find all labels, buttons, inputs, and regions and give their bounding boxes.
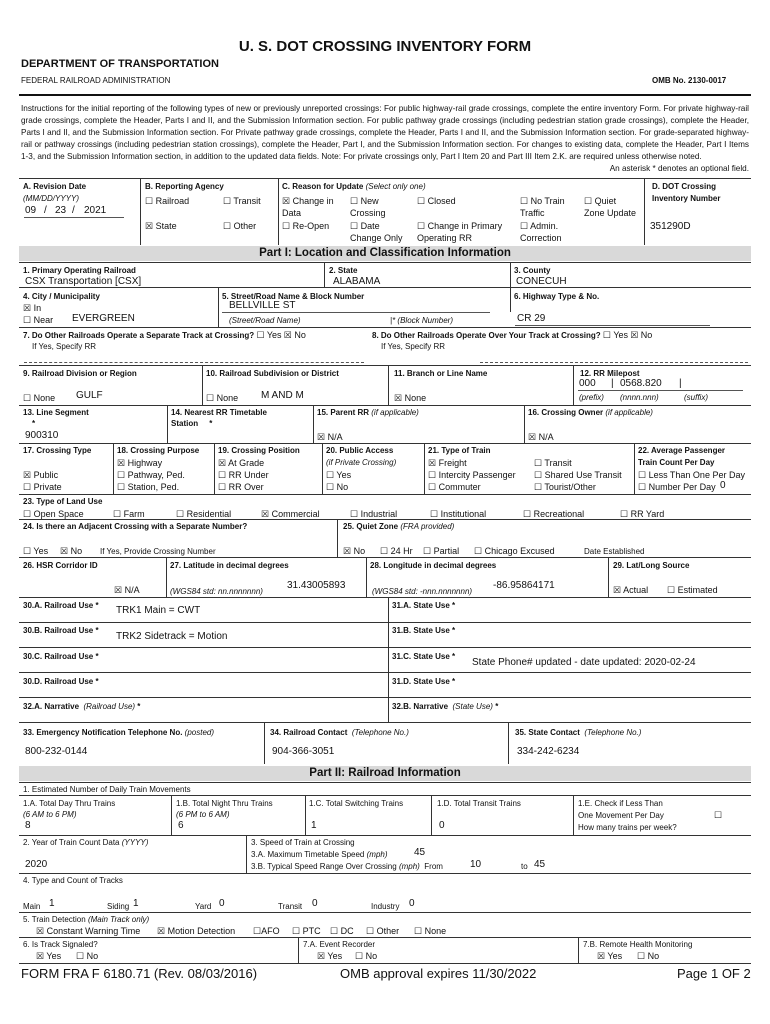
p2-q3a-label: 3.A. Maximum Timetable Speed (mph) xyxy=(251,850,388,859)
dot-crossing-label-2: Inventory Number xyxy=(652,194,721,203)
division-value[interactable]: GULF xyxy=(76,390,103,401)
train-freight-checkbox[interactable]: ☒ Freight xyxy=(428,458,467,468)
latlong-estimated-checkbox[interactable]: ☐ Estimated xyxy=(667,585,718,595)
train-tourist-checkbox[interactable]: ☐ Tourist/Other xyxy=(534,482,596,492)
reason-reopen-checkbox[interactable]: ☐ Re-Open xyxy=(282,221,330,231)
q8-specify: If Yes, Specify RR xyxy=(381,342,446,351)
city-in-checkbox[interactable]: ☒ In xyxy=(23,303,42,313)
milepost-suffix-caption: (suffix) xyxy=(684,393,708,402)
adjacent-yes-checkbox[interactable]: ☐ Yes xyxy=(23,546,49,556)
q6-label: 6. Highway Type & No. xyxy=(514,292,600,301)
branch-none-checkbox[interactable]: ☒ None xyxy=(394,393,427,403)
city-value[interactable]: EVERGREEN xyxy=(72,313,135,324)
agency-transit-checkbox[interactable]: ☐ Transit xyxy=(223,196,261,206)
railroad-use-b-value[interactable]: TRK2 Sidetrack = Motion xyxy=(116,631,228,642)
dot-crossing-label: D. DOT Crossing xyxy=(652,182,717,191)
night-trains-value[interactable]: 6 xyxy=(178,820,184,831)
p2-q1e-label-2: One Movement Per Day xyxy=(578,811,664,820)
q31c-label: 31.C. State Use * xyxy=(392,652,456,661)
latitude-format: (WGS84 std: nn.nnnnnnn) xyxy=(170,587,263,596)
q33-label: 33. Emergency Notification Telephone No. (posted) xyxy=(23,728,215,737)
quiet-24hr-checkbox[interactable]: ☐ 24 Hr xyxy=(380,546,413,556)
q31b-label: 31.B. State Use * xyxy=(392,626,456,635)
q30a-label: 30.A. Railroad Use * xyxy=(23,601,99,610)
primary-railroad-value[interactable]: CSX Transportation [CSX] xyxy=(25,276,142,287)
subdivision-value[interactable]: M AND M xyxy=(261,390,304,401)
line-segment-value[interactable]: 900310 xyxy=(25,430,59,441)
q8-yes-checkbox[interactable]: ☐ Yes xyxy=(602,330,628,340)
reason-notrain-checkbox[interactable]: ☐ No Train xyxy=(520,196,565,206)
q1-label: 1. Primary Operating Railroad xyxy=(23,266,136,275)
crossing-owner-na-checkbox[interactable]: ☒ N/A xyxy=(528,432,554,442)
speed-to-value[interactable]: 45 xyxy=(534,859,546,870)
land-farm-checkbox[interactable]: ☐ Farm xyxy=(113,509,145,519)
land-institutional-checkbox[interactable]: ☐ Institutional xyxy=(430,509,487,519)
hsr-na-checkbox[interactable]: ☒ N/A xyxy=(114,585,140,595)
purpose-station-checkbox[interactable]: ☐ Station, Ped. xyxy=(117,482,180,492)
q4-label: 4. City / Municipality xyxy=(23,292,100,301)
part2-header: Part II: Railroad Information xyxy=(19,766,751,781)
reason-date-checkbox[interactable]: ☐ Date xyxy=(350,221,380,231)
day-trains-value[interactable]: 8 xyxy=(25,820,31,831)
detection-motion-checkbox[interactable]: ☒ Motion Detection xyxy=(157,926,236,936)
land-recreational-checkbox[interactable]: ☐ Recreational xyxy=(523,509,585,519)
q17-label: 17. Crossing Type xyxy=(23,446,92,455)
q27-label: 27. Latitude in decimal degrees xyxy=(170,561,289,570)
parent-rr-na-checkbox[interactable]: ☒ N/A xyxy=(317,432,343,442)
trains-per-week-label: How many trains per week? xyxy=(578,823,677,832)
county-value[interactable]: CONECUH xyxy=(516,276,567,287)
p2-q7b-label: 7.B. Remote Health Monitoring xyxy=(583,940,693,949)
access-yes-checkbox[interactable]: ☐ Yes xyxy=(326,470,352,480)
train-transit-checkbox[interactable]: ☐ Transit xyxy=(534,458,572,468)
q30d-label: 30.D. Railroad Use * xyxy=(23,677,99,686)
q12-label: 12. RR Milepost xyxy=(580,369,640,378)
siding-tracks-label: Siding xyxy=(107,902,130,911)
p2-q3b-label: 3.B. Typical Speed Range Over Crossing (mph) From xyxy=(251,862,443,871)
agency-railroad-checkbox[interactable]: ☐ Railroad xyxy=(145,196,190,206)
q22-label: 22. Average Passenger xyxy=(638,446,726,455)
q8-no-checkbox[interactable]: ☒ No xyxy=(630,330,653,340)
q10-label: 10. Railroad Subdivision or District xyxy=(206,369,339,378)
p2-q3-label: 3. Speed of Train at Crossing xyxy=(251,838,355,847)
longitude-format: (WGS84 std: -nnn.nnnnnnn) xyxy=(372,587,473,596)
speed-to-label: to xyxy=(521,862,528,871)
street-name-caption: (Street/Road Name) xyxy=(229,316,301,325)
transit-tracks-label: Transit xyxy=(278,902,303,911)
detection-dc-checkbox[interactable]: ☐ DC xyxy=(330,926,354,936)
q9-label: 9. Railroad Division or Region xyxy=(23,369,137,378)
agency-other-checkbox[interactable]: ☐ Other xyxy=(223,221,257,231)
reason-date-label: Change Only xyxy=(350,233,403,243)
milepost-number[interactable]: 0568.820 xyxy=(620,378,662,389)
division-none-checkbox[interactable]: ☐ None xyxy=(23,393,56,403)
railroad-contact-value[interactable]: 904-366-3051 xyxy=(272,746,335,757)
land-industrial-checkbox[interactable]: ☐ Industrial xyxy=(350,509,398,519)
q29-label: 29. Lat/Long Source xyxy=(613,561,690,570)
industry-tracks-label: Industry xyxy=(371,902,400,911)
q32b-label: 32.B. Narrative (State Use) * xyxy=(392,702,499,711)
q7-label: 7. Do Other Railroads Operate a Separate Track at Crossing? ☐ Yes ☒ No xyxy=(23,330,306,340)
access-no-checkbox[interactable]: ☐ No xyxy=(326,482,349,492)
agency-state-checkbox[interactable]: ☒ State xyxy=(145,221,177,231)
omb-expiry: OMB approval expires 11/30/2022 xyxy=(340,966,537,981)
purpose-pathway-checkbox[interactable]: ☐ Pathway, Ped. xyxy=(117,470,185,480)
milepost-number-caption: (nnnn.nnn) xyxy=(620,393,659,402)
form-title: U. S. DOT CROSSING INVENTORY FORM xyxy=(238,38,532,55)
agency-name: FEDERAL RAILROAD ADMINISTRATION xyxy=(21,76,171,85)
omb-number: OMB No. 2130-0017 xyxy=(652,76,727,85)
q8-label: 8. Do Other Railroads Operate Over Your Track at Crossing? ☐ Yes ☒ No xyxy=(372,330,653,340)
train-commuter-checkbox[interactable]: ☐ Commuter xyxy=(428,482,481,492)
p2-q1a-note: (6 AM to 6 PM) xyxy=(23,810,77,819)
q19-label: 19. Crossing Position xyxy=(218,446,300,455)
p2-q1d-label: 1.D. Total Transit Trains xyxy=(437,799,521,808)
signaled-no-checkbox[interactable]: ☐ No xyxy=(76,951,99,961)
p2-q7a-label: 7.A. Event Recorder xyxy=(303,940,376,949)
q34-label: 34. Railroad Contact (Telephone No.) xyxy=(270,728,409,737)
subdivision-none-checkbox[interactable]: ☐ None xyxy=(206,393,239,403)
latitude-value[interactable]: 31.43005893 xyxy=(287,580,346,591)
state-value[interactable]: ALABAMA xyxy=(333,276,381,287)
quiet-chicago-checkbox[interactable]: ☐ Chicago Excused xyxy=(474,546,555,556)
adjacent-no-checkbox[interactable]: ☒ No xyxy=(60,546,83,556)
q31d-label: 31.D. State Use * xyxy=(392,677,456,686)
q18-label: 18. Crossing Purpose xyxy=(117,446,200,455)
p2-q5-label: 5. Train Detection (Main Track only) xyxy=(23,915,150,924)
reason-new-checkbox[interactable]: ☐ New xyxy=(350,196,379,206)
p2-q1-label: 1. Estimated Number of Daily Train Movements xyxy=(23,785,191,794)
state-contact-value[interactable]: 334-242-6234 xyxy=(517,746,580,757)
reason-admin-checkbox[interactable]: ☐ Admin. xyxy=(520,221,559,231)
reason-change-checkbox[interactable]: ☒ Change in xyxy=(282,196,334,206)
q24-label: 24. Is there an Adjacent Crossing with a Separate Number? xyxy=(23,522,248,531)
q28-label: 28. Longitude in decimal degrees xyxy=(370,561,497,570)
q30c-label: 30.C. Railroad Use * xyxy=(23,652,99,661)
q35-label: 35. State Contact (Telephone No.) xyxy=(515,728,642,737)
reason-primary-label: Operating RR xyxy=(417,233,473,243)
detection-afo-checkbox[interactable]: ☐AFO xyxy=(253,926,280,936)
position-under-checkbox[interactable]: ☐ RR Under xyxy=(218,470,269,480)
revision-date-label: A. Revision Date xyxy=(23,182,87,191)
block-number-caption: |* (Block Number) xyxy=(390,316,453,325)
train-intercity-checkbox[interactable]: ☐ Intercity Passenger xyxy=(428,470,516,480)
reason-change-label: Data xyxy=(282,208,302,218)
reporting-agency-label: B. Reporting Agency xyxy=(145,182,224,191)
dot-crossing-number[interactable]: 351290D xyxy=(650,221,691,232)
q22-label-2: Train Count Per Day xyxy=(638,458,715,467)
quiet-date-established: Date Established xyxy=(584,547,645,556)
emergency-phone-value[interactable]: 800-232-0144 xyxy=(25,746,88,757)
instructions: Instructions for the initial reporting of the following types of new or previously unreported crossings: For public highway-rail grade crossings, complete the entire inventory Form. For private highway-rail grade crossings, complete the Header, Parts I and II, and the Submission Information section. For public pathway grade crossings (including pedestrian station grade crossings), complete the Header, Parts I and II, and the Submission Information section. For Private pathway grade crossings, complete the Header, Parts I and II, and the Submission Information section. For grade-separated highway-rail or pathway crossings (including pedestrian station crossings), complete the Header, Part I, and the Submission Information section. For changes to existing data, complete the Header, Part I Items 1-3, and the Submission Information section, in addition to the updated data fields. Note: For private crossings only, Part I Item 20 and Part III Item 2.K. are required unless otherwise noted. An asterisk * denotes an optional field. xyxy=(21,104,749,173)
detection-none-checkbox[interactable]: ☐ None xyxy=(414,926,447,936)
q20-label: 20. Public Access xyxy=(326,446,394,455)
q31a-label: 31.A. State Use * xyxy=(392,601,456,610)
main-tracks-label: Main xyxy=(23,902,41,911)
p2-q1b-note: (6 PM to 6 AM) xyxy=(176,810,230,819)
detection-other-checkbox[interactable]: ☐ Other xyxy=(366,926,400,936)
purpose-highway-checkbox[interactable]: ☒ Highway xyxy=(117,458,163,468)
train-shared-checkbox[interactable]: ☐ Shared Use Transit xyxy=(534,470,622,480)
land-open-checkbox[interactable]: ☐ Open Space xyxy=(23,509,84,519)
switching-trains-value[interactable]: 1 xyxy=(311,820,317,831)
city-near-checkbox[interactable]: ☐ Near xyxy=(23,315,54,325)
detection-cwt-checkbox[interactable]: ☒ Constant Warning Time xyxy=(36,926,141,936)
q14-label: 14. Nearest RR Timetable xyxy=(171,408,267,417)
p2-q1e-label: 1.E. Check if Less Than xyxy=(578,799,663,808)
main-tracks-value[interactable]: 1 xyxy=(49,898,55,909)
recorder-yes-checkbox[interactable]: ☒ Yes xyxy=(317,951,343,961)
count-year-value[interactable]: 2020 xyxy=(25,859,48,870)
position-over-checkbox[interactable]: ☐ RR Over xyxy=(218,482,264,492)
q13-optional: * xyxy=(32,419,36,428)
signaled-yes-checkbox[interactable]: ☒ Yes xyxy=(36,951,62,961)
p2-q1b-label: 1.B. Total Night Thru Trains xyxy=(176,799,273,808)
p2-q1c-label: 1.C. Total Switching Trains xyxy=(309,799,404,808)
q30b-label: 30.B. Railroad Use * xyxy=(23,626,99,635)
q7-specify: If Yes, Specify RR xyxy=(32,342,97,351)
p2-q2-label: 2. Year of Train Count Data (YYYY) xyxy=(23,838,149,847)
land-rryard-checkbox[interactable]: ☐ RR Yard xyxy=(620,509,665,519)
land-residential-checkbox[interactable]: ☐ Residential xyxy=(176,509,232,519)
reason-primary-checkbox[interactable]: ☐ Change in Primary xyxy=(417,221,503,231)
highway-value[interactable]: CR 29 xyxy=(517,313,546,324)
state-use-c-value[interactable]: State Phone# updated - date updated: 2020-02-24 xyxy=(472,657,696,668)
revision-date-format: (MM/DD/YYYY) xyxy=(23,194,79,203)
q15-label: 15. Parent RR (if applicable) xyxy=(317,408,419,417)
longitude-value[interactable]: -86.95864171 xyxy=(493,580,555,591)
reason-quiet-checkbox[interactable]: ☐ Quiet xyxy=(584,196,617,206)
street-value[interactable]: BELLVILLE ST xyxy=(229,300,296,311)
q25-label: 25. Quiet Zone (FRA provided) xyxy=(343,522,455,531)
transit-trains-value[interactable]: 0 xyxy=(439,820,445,831)
monitoring-no-checkbox[interactable]: ☐ No xyxy=(637,951,660,961)
part1-header: Part I: Location and Classification Information xyxy=(19,246,751,261)
max-speed-value[interactable]: 45 xyxy=(414,847,426,858)
p2-q6-label: 6. Is Track Signaled? xyxy=(23,940,98,949)
detection-ptc-checkbox[interactable]: ☐ PTC xyxy=(292,926,321,936)
q13-label: 13. Line Segment xyxy=(23,408,89,417)
reason-new-label: Crossing xyxy=(350,208,386,218)
q7-yes-checkbox[interactable]: ☐ Yes xyxy=(256,330,282,340)
q2-label: 2. State xyxy=(329,266,358,275)
p2-q4-label: 4. Type and Count of Tracks xyxy=(23,876,123,885)
q14-label-2: Station * xyxy=(171,419,213,428)
land-commercial-checkbox[interactable]: ☒ Commercial xyxy=(261,509,320,519)
crossing-private-checkbox[interactable]: ☐ Private xyxy=(23,482,62,492)
crossing-public-checkbox[interactable]: ☒ Public xyxy=(23,470,59,480)
monitoring-yes-checkbox[interactable]: ☒ Yes xyxy=(597,951,623,961)
quiet-no-checkbox[interactable]: ☒ No xyxy=(343,546,366,556)
yard-tracks-value[interactable]: 0 xyxy=(219,898,225,909)
q21-label: 21. Type of Train xyxy=(428,446,491,455)
milepost-prefix-caption: (prefix) xyxy=(579,393,604,402)
revision-day[interactable]: 23 xyxy=(55,205,67,216)
position-atgrade-checkbox[interactable]: ☒ At Grade xyxy=(218,458,265,468)
transit-tracks-value[interactable]: 0 xyxy=(312,898,318,909)
passenger-count-value[interactable]: 0 xyxy=(720,480,726,491)
q7-no-checkbox[interactable]: ☒ No xyxy=(283,330,306,340)
railroad-use-a-value[interactable]: TRK1 Main = CWT xyxy=(116,605,201,616)
reason-closed-checkbox[interactable]: ☐ Closed xyxy=(417,196,456,206)
page-number: Page 1 OF 2 xyxy=(677,966,751,981)
p2-q1a-label: 1.A. Total Day Thru Trains xyxy=(23,799,116,808)
less-than-one-checkbox[interactable]: ☐ xyxy=(714,810,723,820)
reason-label: C. Reason for Update (Select only one) xyxy=(282,182,426,191)
recorder-no-checkbox[interactable]: ☐ No xyxy=(355,951,378,961)
latlong-actual-checkbox[interactable]: ☒ Actual xyxy=(613,585,649,595)
speed-from-value[interactable]: 10 xyxy=(470,859,482,870)
reason-notrain-label: Traffic xyxy=(520,208,545,218)
q5-label: 5. Street/Road Name & Block Number xyxy=(222,292,365,301)
revision-month[interactable]: 09 xyxy=(25,205,37,216)
form-number: FORM FRA F 6180.71 (Rev. 08/03/2016) xyxy=(21,966,258,981)
q23-label: 23. Type of Land Use xyxy=(23,497,103,506)
asterisk-note: An asterisk * denotes an optional field. xyxy=(609,164,749,173)
q11-label: 11. Branch or Line Name xyxy=(394,369,488,378)
siding-tracks-value[interactable]: 1 xyxy=(133,898,139,909)
passenger-number-checkbox[interactable]: ☐ Number Per Day xyxy=(638,482,716,492)
industry-tracks-value[interactable]: 0 xyxy=(409,898,415,909)
revision-year[interactable]: 2021 xyxy=(84,205,107,216)
reason-quiet-label: Zone Update xyxy=(584,208,637,218)
q16-label: 16. Crossing Owner (if applicable) xyxy=(528,408,653,417)
q26-label: 26. HSR Corridor ID xyxy=(23,561,98,570)
yard-tracks-label: Yard xyxy=(195,902,212,911)
q3-label: 3. County xyxy=(514,266,551,275)
department-name: DEPARTMENT OF TRANSPORTATION xyxy=(21,58,219,70)
quiet-partial-checkbox[interactable]: ☐ Partial xyxy=(423,546,460,556)
passenger-less-checkbox[interactable]: ☐ Less Than One Per Day xyxy=(638,470,745,480)
adjacent-specify: If Yes, Provide Crossing Number xyxy=(100,547,216,556)
q20-note: (if Private Crossing) xyxy=(326,458,397,467)
reason-admin-label: Correction xyxy=(520,233,562,243)
q32a-label: 32.A. Narrative (Railroad Use) * xyxy=(23,702,141,711)
milepost-prefix[interactable]: 000 xyxy=(579,378,596,389)
